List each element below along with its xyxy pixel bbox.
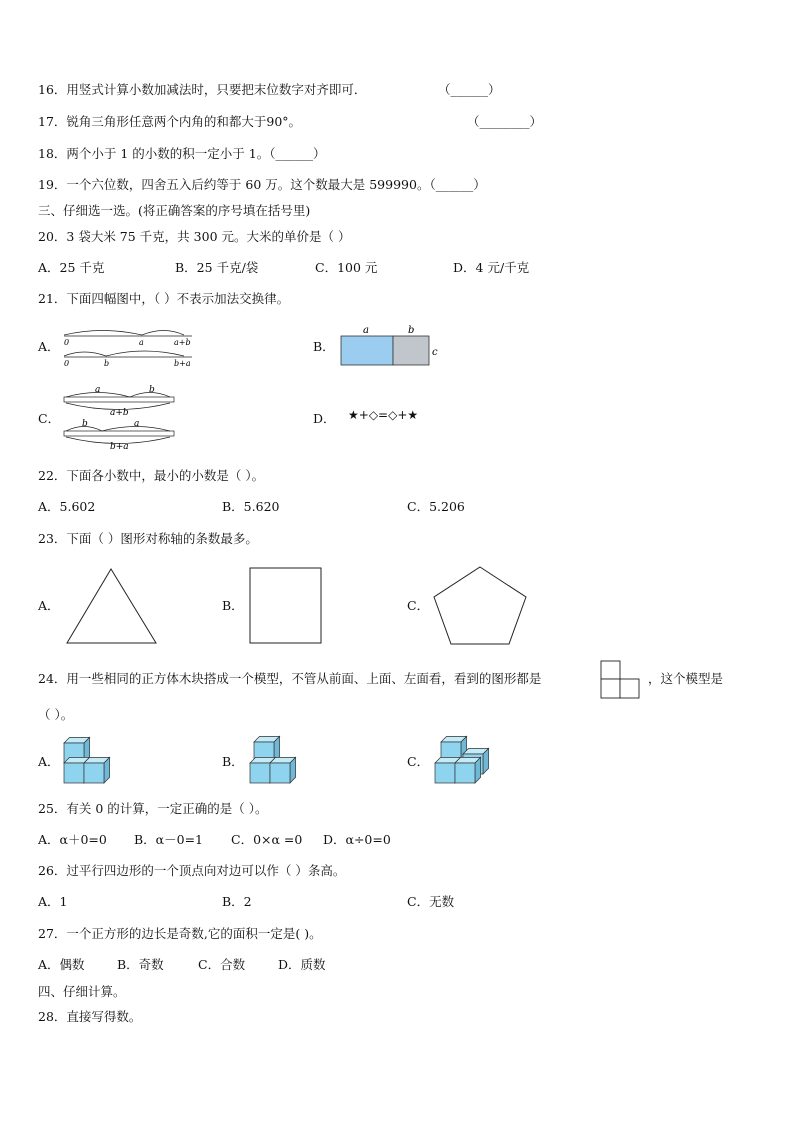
cube xyxy=(84,757,110,783)
fig-a-bottom-label-0: 0 xyxy=(64,359,70,368)
q27-option-d[interactable]: D．质数 xyxy=(278,957,326,972)
q26-option-a[interactable]: A．1 xyxy=(38,894,68,909)
triangle-shape xyxy=(66,568,158,646)
question-22-text: 22．下面各小数中，最小的小数是（ ）。 xyxy=(38,468,265,483)
fig-a-top-label-ab: a+b xyxy=(174,338,191,347)
question-20-text: 20．3 袋大米 75 千克，共 300 元。大米的单价是（ ） xyxy=(38,229,351,244)
figure-d-star-diamond: ★+◇=◇+★ xyxy=(348,408,419,422)
fig-c-top-label-ab: a+b xyxy=(110,408,129,418)
question-28-text: 28．直接写得数。 xyxy=(38,1009,142,1024)
q20-option-a[interactable]: A．25 千克 xyxy=(38,260,105,275)
fig-c-bottom-label-a: a xyxy=(134,419,140,429)
q22-option-b[interactable]: B．5.620 xyxy=(222,499,280,514)
figure-c-segment-bars xyxy=(62,384,182,454)
q21-option-c[interactable]: C． xyxy=(38,411,61,426)
fig-c-bottom-label-ba: b+a xyxy=(110,442,129,452)
fig-c-bottom-label-b: b xyxy=(82,419,88,429)
question-23-text: 23．下面（ ）图形对称轴的条数最多。 xyxy=(38,531,258,546)
fig-b-label-a: a xyxy=(363,325,369,336)
q23-option-c[interactable]: C． xyxy=(407,598,430,613)
question-24-text-after: ，这个模型是 xyxy=(648,671,724,686)
question-19-text: 19．一个六位数，四舍五入后约等于 60 万。这个数最大是 599990。（______） xyxy=(38,177,486,192)
q20-option-b[interactable]: B．25 千克/袋 xyxy=(175,260,259,275)
q25-option-c[interactable]: C．0×α =0 xyxy=(231,832,303,847)
question-27-text: 27．一个正方形的边长是奇数,它的面积一定是( )。 xyxy=(38,926,322,941)
q20-option-d[interactable]: D．4 元/千克 xyxy=(453,260,530,275)
q23-option-a[interactable]: A． xyxy=(38,598,60,613)
fig-a-bottom-label-ba: b+a xyxy=(174,359,191,368)
q24-option-b[interactable]: B． xyxy=(222,754,244,769)
q26-option-c[interactable]: C．无数 xyxy=(407,894,455,909)
q27-option-c[interactable]: C．合数 xyxy=(198,957,246,972)
q25-option-b[interactable]: B．α－0=1 xyxy=(134,832,204,847)
section-3-heading: 三、仔细选一选。(将正确答案的序号填在括号里) xyxy=(38,203,311,218)
cube-model-c xyxy=(433,738,489,788)
question-24-text: 24．用一些相同的正方体木块搭成一个模型，不管从前面、上面、左面看，看到的图形都是 xyxy=(38,671,542,686)
q26-option-b[interactable]: B．2 xyxy=(222,894,252,909)
answer-paren-17[interactable]: （________） xyxy=(467,114,543,129)
view-shape-icon xyxy=(600,660,642,700)
q21-option-b[interactable]: B． xyxy=(313,339,335,354)
question-25-text: 25．有关 0 的计算，一定正确的是（ ）。 xyxy=(38,801,268,816)
fig-a-bottom-label-b: b xyxy=(104,359,110,368)
q24-option-a[interactable]: A． xyxy=(38,754,60,769)
q27-option-a[interactable]: A．偶数 xyxy=(38,957,85,972)
q21-option-a[interactable]: A． xyxy=(38,339,60,354)
question-26-text: 26．过平行四边形的一个顶点向对边可以作（ ）条高。 xyxy=(38,863,346,878)
cube-model-b xyxy=(248,738,298,788)
fig-a-top-label-a: a xyxy=(139,338,144,347)
question-17-text: 17．锐角三角形任意两个内角的和都大于90°。 xyxy=(38,114,302,129)
question-16-text: 16．用竖式计算小数加减法时，只要把末位数字对齐即可． xyxy=(38,82,367,97)
cube xyxy=(270,757,296,783)
question-24-paren[interactable]: （ ）。 xyxy=(38,707,74,722)
square-shape xyxy=(249,567,323,645)
cube xyxy=(455,757,481,783)
fig-b-label-b: b xyxy=(408,325,415,336)
cube-model-a xyxy=(62,738,112,788)
q23-option-b[interactable]: B． xyxy=(222,598,244,613)
figure-b-rectangles xyxy=(340,324,450,368)
question-21-text: 21．下面四幅图中，（ ）不表示加法交换律。 xyxy=(38,291,290,306)
q20-option-c[interactable]: C．100 元 xyxy=(315,260,378,275)
q22-option-a[interactable]: A．5.602 xyxy=(38,499,96,514)
q21-option-d[interactable]: D． xyxy=(313,411,336,426)
section-4-heading: 四、仔细计算。 xyxy=(38,984,126,999)
q27-option-b[interactable]: B．奇数 xyxy=(117,957,164,972)
q22-option-c[interactable]: C．5.206 xyxy=(407,499,465,514)
fig-c-top-label-a: a xyxy=(95,385,101,395)
q24-option-c[interactable]: C． xyxy=(407,754,430,769)
fig-c-top-label-b: b xyxy=(149,385,155,395)
pentagon-shape xyxy=(432,566,528,646)
figure-a-number-lines xyxy=(62,324,202,370)
question-18-text: 18．两个小于 1 的小数的积一定小于 1。（______） xyxy=(38,146,326,161)
fig-b-label-c: c xyxy=(432,347,438,358)
q25-option-a[interactable]: A．α＋0=0 xyxy=(38,832,107,847)
q25-option-d[interactable]: D．α÷0=0 xyxy=(323,832,391,847)
answer-paren-16[interactable]: （______） xyxy=(438,82,501,97)
fig-a-top-label-0: 0 xyxy=(64,338,70,347)
